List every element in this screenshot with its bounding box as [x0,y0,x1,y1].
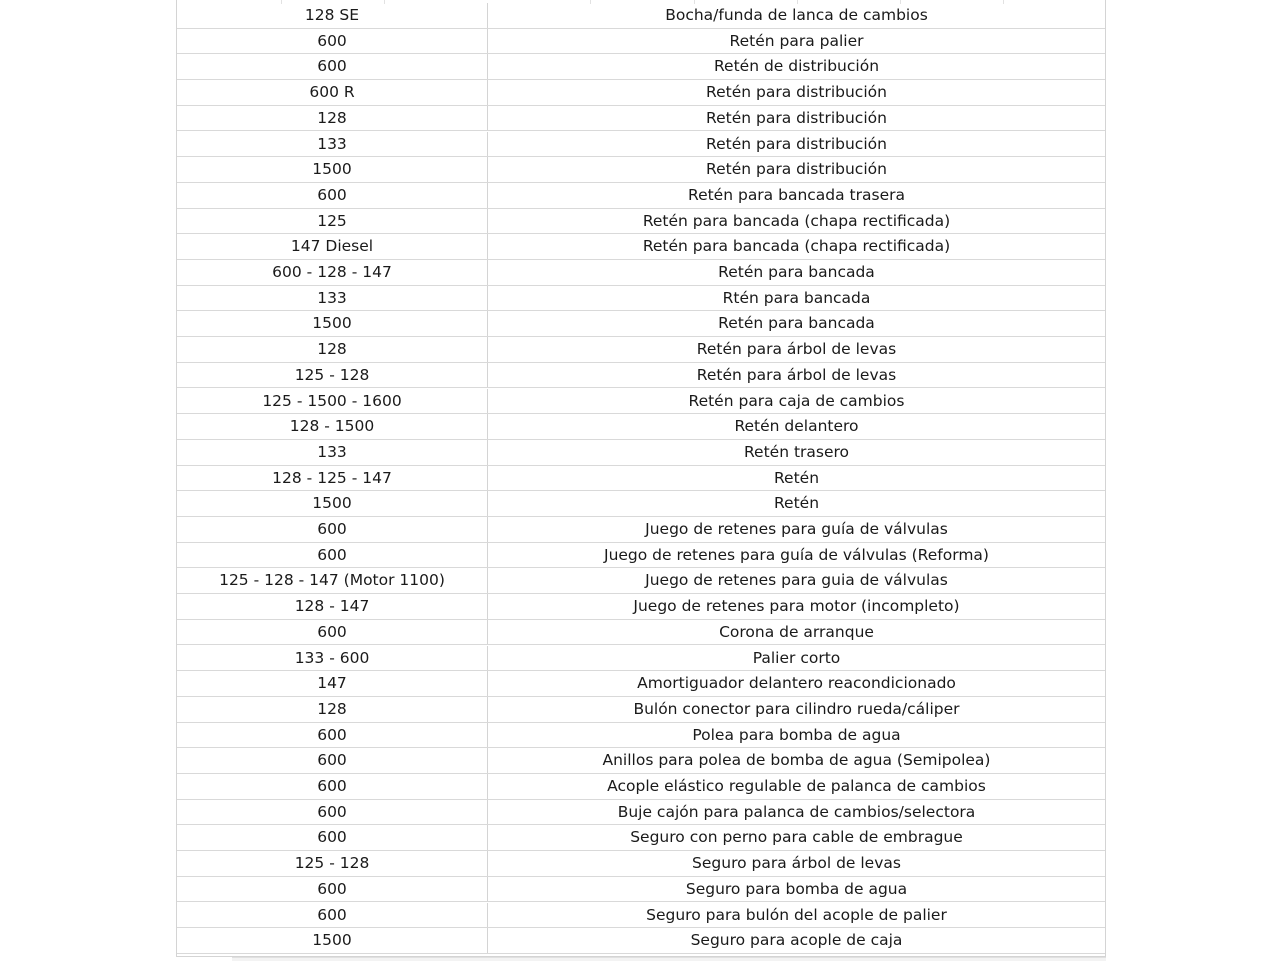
model-cell[interactable]: 133 [177,286,488,311]
table-row [177,337,1105,363]
description-cell[interactable]: Retén para distribución [706,83,887,102]
table-row [177,517,1105,543]
model-cell[interactable]: 128 - 1500 [177,414,488,439]
description-cell[interactable]: Retén para bancada (chapa rectificada) [642,211,951,230]
description-cell[interactable]: Retén para árbol de levas [696,365,897,384]
model-cell[interactable]: 133 - 600 [177,646,488,671]
table-row [177,748,1105,774]
table-row [177,646,1105,672]
description-cell[interactable]: Retén para árbol de levas [696,340,897,359]
description-cell[interactable]: Corona de arranque [719,622,874,641]
model-cell[interactable]: 600 [177,748,488,773]
model-cell[interactable]: 600 [177,620,488,645]
model-cell[interactable]: 600 [177,825,488,850]
description-cell[interactable]: Retén para distribución [706,108,887,127]
description-cell[interactable]: Retén para palier [729,31,864,50]
model-cell[interactable]: 1500 [177,157,488,182]
table-row [177,491,1105,517]
table-row [177,928,1105,954]
model-cell[interactable]: 600 [177,183,488,208]
model-cell[interactable]: 125 - 1500 - 1600 [177,389,488,414]
table-row [177,260,1105,286]
table-row [177,620,1105,646]
table-row [177,29,1105,55]
description-cell[interactable]: Retén trasero [743,442,850,461]
model-cell[interactable]: 600 R [177,80,488,105]
sheet-bottom-edge [232,957,1106,961]
description-cell[interactable]: Retén [773,468,820,487]
model-cell[interactable]: 600 [177,29,488,54]
description-cell[interactable]: Bulón conector para cilindro rueda/cáliper [633,699,960,718]
model-cell[interactable]: 600 - 128 - 147 [177,260,488,285]
table-row [177,697,1105,723]
description-cell[interactable]: Juego de retenes para guía de válvulas (Reforma) [604,545,989,564]
table-row [177,157,1105,183]
table-row [177,594,1105,620]
description-cell[interactable]: Amortiguador delantero reacondicionado [637,674,956,693]
table-row [177,851,1105,877]
model-cell[interactable]: 600 [177,903,488,928]
model-cell[interactable]: 128 [177,337,488,362]
description-cell[interactable]: Seguro para acople de caja [690,931,903,950]
table-row [177,363,1105,389]
table-row [177,132,1105,158]
description-cell[interactable]: Retén de distribución [713,57,880,76]
model-cell[interactable]: 600 [177,723,488,748]
table-row [177,723,1105,749]
table-row [177,825,1105,851]
model-cell[interactable]: 125 [177,209,488,234]
model-cell[interactable]: 128 SE [177,3,488,28]
description-cell[interactable]: Buje cajón para palanca de cambios/selectora [617,802,976,821]
table-row [177,54,1105,80]
model-cell[interactable]: 600 [177,543,488,568]
table-row [177,414,1105,440]
description-cell[interactable]: Anillos para polea de bomba de agua (Semipolea) [602,751,991,770]
model-cell[interactable]: 128 [177,106,488,131]
description-cell[interactable]: Rtén para bancada [722,288,871,307]
description-cell[interactable]: Juego de retenes para motor (incompleto) [633,597,960,616]
model-cell[interactable]: 133 [177,132,488,157]
table-row [177,209,1105,235]
table-row [177,311,1105,337]
model-cell[interactable]: 147 [177,671,488,696]
description-cell[interactable]: Retén para bancada trasera [688,185,905,204]
model-cell[interactable]: 128 [177,697,488,722]
table-row [177,3,1105,29]
table-row [177,80,1105,106]
description-cell[interactable]: Seguro para bomba de agua [685,879,908,898]
table-row [177,389,1105,415]
model-cell[interactable]: 1500 [177,928,488,953]
table-row [177,877,1105,903]
description-cell[interactable]: Retén para bancada [718,314,875,333]
parts-table [176,0,1106,957]
table-row [177,466,1105,492]
model-cell[interactable]: 133 [177,440,488,465]
model-cell[interactable]: 600 [177,774,488,799]
model-cell[interactable]: 600 [177,877,488,902]
table-row [177,568,1105,594]
table-row [177,234,1105,260]
model-cell[interactable]: 128 - 125 - 147 [177,466,488,491]
description-cell[interactable]: Retén para bancada (chapa rectificada) [642,237,951,256]
table-row [177,543,1105,569]
description-cell[interactable]: Acople elástico regulable de palanca de cambios [607,777,986,795]
table-row [177,800,1105,826]
table-row [177,286,1105,312]
table-row [177,440,1105,466]
description-cell[interactable]: Retén para caja de cambios [688,391,905,410]
model-cell[interactable]: 125 - 128 [177,851,488,876]
table-row [177,903,1105,929]
description-cell[interactable]: Retén para distribución [706,134,887,153]
description-cell[interactable]: Seguro con perno para cable de embrague [630,828,963,847]
model-cell[interactable]: 600 [177,800,488,825]
model-cell[interactable]: 147 Diesel [177,234,488,259]
table-row [177,106,1105,132]
description-cell[interactable]: Juego de retenes para guía de válvulas [645,520,948,538]
model-cell[interactable]: 128 - 147 [177,594,488,619]
description-cell[interactable]: Retén delantero [734,417,859,436]
description-cell[interactable]: Retén para bancada [718,263,875,281]
description-cell[interactable]: Retén para distribución [706,160,887,179]
model-cell[interactable]: 1500 [177,491,488,516]
model-cell[interactable]: 600 [177,517,488,542]
model-cell[interactable]: 1500 [177,311,488,336]
model-cell[interactable]: 125 - 128 [177,363,488,388]
description-cell[interactable]: Retén [773,494,820,513]
model-cell[interactable]: 600 [177,54,488,79]
description-cell[interactable]: Seguro para árbol de levas [692,854,901,873]
description-cell[interactable]: Bocha/funda de lanca de cambios [665,6,928,24]
table-row [177,183,1105,209]
description-cell[interactable]: Juego de retenes para guia de válvulas [645,571,948,590]
description-cell[interactable]: Palier corto [752,648,841,667]
table-row [177,671,1105,697]
description-cell[interactable]: Seguro para bulón del acople de palier [646,905,947,924]
model-cell[interactable]: 125 - 128 - 147 (Motor 1100) [177,568,488,593]
description-cell[interactable]: Polea para bomba de agua [692,725,901,744]
table-row [177,774,1105,800]
